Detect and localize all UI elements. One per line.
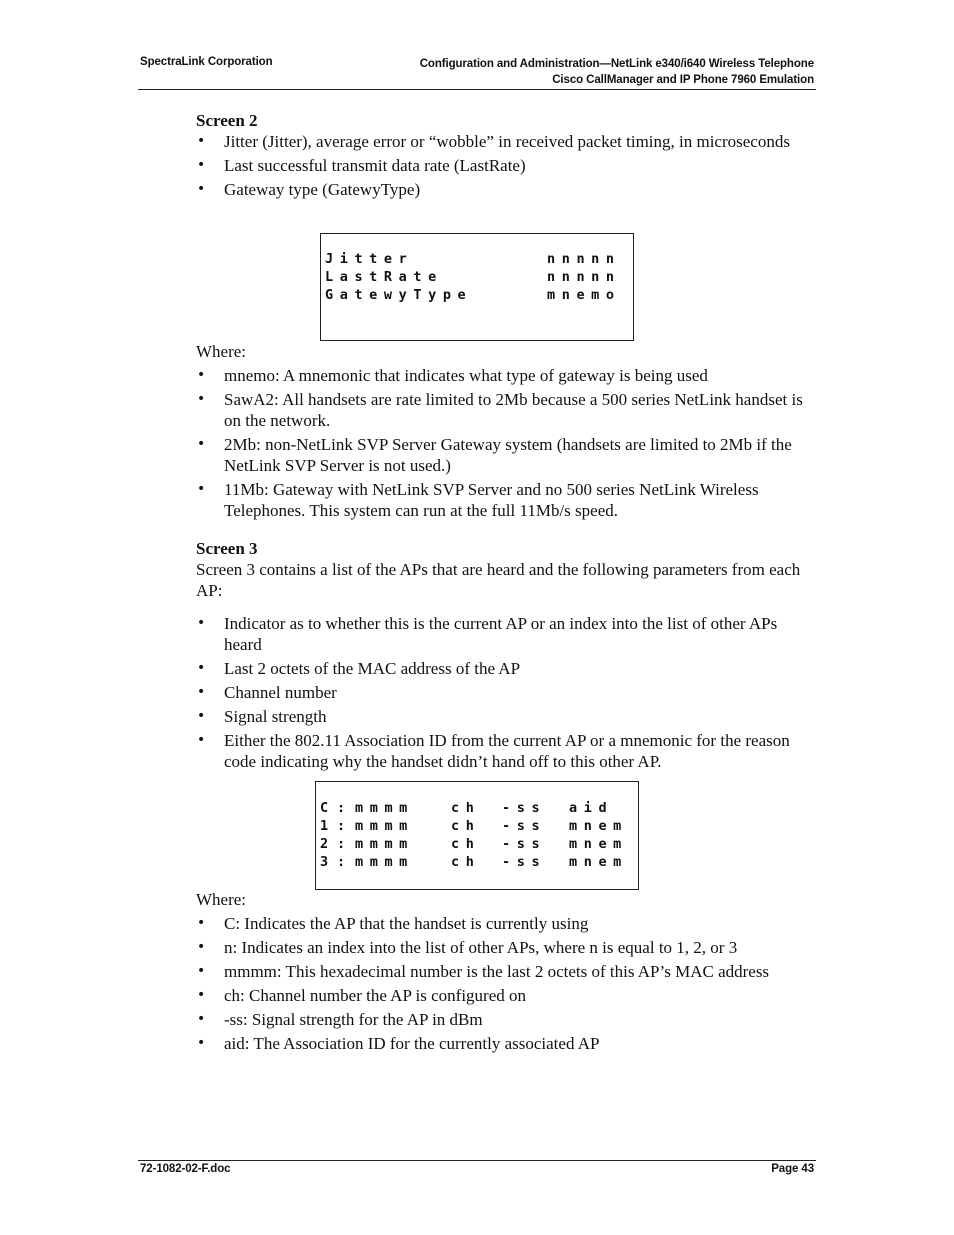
screen3-where-label: Where: [196, 890, 247, 909]
list-item: • 11Mb: Gateway with NetLink SVP Server and no 500 series NetLink Wireless Telephones. This system can run at the full 11Mb/s speed. [196, 479, 810, 521]
list-item: • C: Indicates the AP that the handset is currently using [196, 913, 810, 934]
display-index: 3 [320, 854, 335, 870]
list-item: • Last successful transmit data rate (LastRate) [196, 155, 810, 176]
screen3-heading: Screen 3 [196, 539, 258, 558]
display-row [325, 250, 413, 268]
header-divider [138, 89, 816, 90]
display-signal: -ss [502, 854, 547, 870]
display-label: GatewyType [325, 287, 473, 303]
screen3-display [315, 781, 639, 890]
screen2-section [196, 110, 810, 203]
screen3-section [196, 538, 810, 775]
display-label: LastRate [325, 269, 443, 285]
list-item: • Jitter (Jitter), average error or “wobble” in received packet timing, in microseconds [196, 131, 810, 152]
display-mnemonic: mnem [569, 854, 628, 870]
screen3-where-section [196, 889, 810, 1057]
list-item: • n: Indicates an index into the list of other APs, where n is equal to 1, 2, or 3 [196, 937, 810, 958]
display-mnemonic: mnem [569, 818, 628, 834]
list-item: • Gateway type (GatewyType) [196, 179, 810, 200]
header-title-line1: Configuration and Administration—NetLink e340/i640 Wireless Telephone [419, 58, 814, 70]
display-channel: ch [451, 818, 481, 834]
display-value: mnemo [547, 287, 621, 303]
display-mac: mmmm [355, 800, 414, 816]
list-item: • ch: Channel number the AP is configured on [196, 985, 810, 1006]
display-separator: : [337, 854, 352, 870]
screen3-where-list [196, 913, 810, 1054]
display-index: 1 [320, 818, 335, 834]
header-company: SpectraLink Corporation [140, 56, 273, 68]
list-item: • 2Mb: non-NetLink SVP Server Gateway system (handsets are limited to 2Mb if the NetLink SVP Server is not used.) [196, 434, 810, 476]
display-row [325, 268, 443, 286]
footer-page-number: Page 43 [771, 1163, 814, 1175]
screen3-bullet-list [196, 613, 810, 772]
display-separator: : [337, 836, 352, 852]
display-channel: ch [451, 836, 481, 852]
display-mac: mmmm [355, 836, 414, 852]
list-item: • SawA2: All handsets are rate limited to 2Mb because a 500 series NetLink handset is on the network. [196, 389, 810, 431]
screen2-where-label: Where: [196, 342, 247, 361]
display-value: nnnnn [547, 269, 621, 285]
display-signal: -ss [502, 818, 547, 834]
display-mnemonic: mnem [569, 836, 628, 852]
header-title [420, 56, 814, 88]
display-separator: : [337, 818, 352, 834]
display-row [325, 286, 472, 304]
footer-doc-id: 72-1082-02-F.doc [140, 1163, 231, 1175]
display-label: Jitter [325, 251, 414, 267]
screen2-display [320, 233, 634, 341]
display-channel: ch [451, 854, 481, 870]
display-value: nnnnn [547, 251, 621, 267]
list-item: • Indicator as to whether this is the current AP or an index into the list of other APs heard [196, 613, 810, 655]
display-mac: mmmm [355, 854, 414, 870]
list-item: • Either the 802.11 Association ID from the current AP or a mnemonic for the reason code indicating why the handset didn’t hand off to this other AP. [196, 730, 810, 772]
display-separator: : [337, 800, 352, 816]
header-title-line2: Cisco CallManager and IP Phone 7960 Emulation [552, 74, 814, 86]
screen2-where-list [196, 365, 810, 521]
screen2-heading: Screen 2 [196, 111, 258, 130]
display-channel: ch [451, 800, 481, 816]
list-item: • Signal strength [196, 706, 810, 727]
list-item: • mmmm: This hexadecimal number is the last 2 octets of this AP’s MAC address [196, 961, 810, 982]
list-item: • Last 2 octets of the MAC address of the AP [196, 658, 810, 679]
footer-divider [138, 1160, 816, 1161]
display-index: 2 [320, 836, 335, 852]
display-signal: -ss [502, 800, 547, 816]
screen3-intro: Screen 3 contains a list of the APs that are heard and the following parameters from each AP: [196, 560, 801, 600]
screen2-bullet-list [196, 131, 810, 200]
display-aid: aid [569, 800, 614, 816]
display-index: C [320, 800, 335, 816]
list-item: • aid: The Association ID for the currently associated AP [196, 1033, 810, 1054]
list-item: • -ss: Signal strength for the AP in dBm [196, 1009, 810, 1030]
list-item: • Channel number [196, 682, 810, 703]
screen2-where-section [196, 341, 810, 524]
display-signal: -ss [502, 836, 547, 852]
display-mac: mmmm [355, 818, 414, 834]
list-item: • mnemo: A mnemonic that indicates what type of gateway is being used [196, 365, 810, 386]
